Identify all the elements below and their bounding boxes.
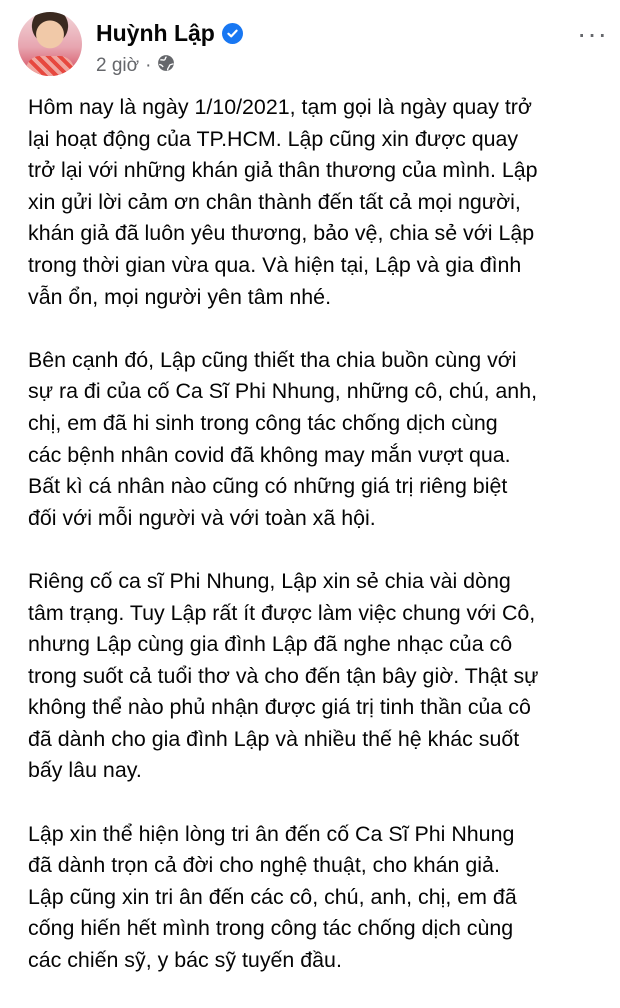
- post-timestamp[interactable]: 2 giờ: [96, 55, 140, 76]
- post-paragraph-3: Riêng cố ca sĩ Phi Nhung, Lập xin sẻ chia vài dòng tâm trạng. Tuy Lập rất ít được làm việc chung với Cô, nhưng Lập cùng gia đình Lập đã nghe nhạc của cô trong suốt cả tuổi thơ và cho đến tận bây giờ. Thật sự không thể nào phủ nhận được giá trị tinh thần của cô đã dành cho gia đình Lập và nhiều thế hệ khác suốt bấy lâu nay.: [28, 568, 539, 783]
- author-name[interactable]: Huỳnh Lập: [96, 20, 215, 46]
- post-paragraph-1: Hôm nay là ngày 1/10/2021, tạm gọi là ngày quay trở lại hoạt động của TP.HCM. Lập cũng xin được quay trở lại với những khán giả thân thương của mình. Lập xin gửi lời cảm ơn chân thành đến tất cả mọi người, khán giả đã luôn yêu thương, bảo vệ, chia sẻ với Lập trong thời gian vừa qua. Và hiện tại, Lập và gia đình vẫn ổn, mọi người yên tâm nhé.: [28, 95, 538, 309]
- globe-icon[interactable]: [157, 54, 175, 78]
- post-header: [18, 12, 620, 78]
- avatar[interactable]: [18, 12, 82, 76]
- verified-badge-icon: [222, 23, 243, 44]
- post-body: [28, 92, 608, 1008]
- author-row: [96, 20, 243, 47]
- post-meta: [96, 54, 175, 78]
- more-options-icon[interactable]: ···: [577, 18, 608, 49]
- avatar-shirt: [26, 56, 74, 76]
- post-paragraph-4: Lập xin thể hiện lòng tri ân đến cố Ca Sĩ Phi Nhung đã dành trọn cả đời cho nghệ thuật, cho khán giả. Lập cũng xin tri ân đến các cô, chú, anh, chị, em đã cống hiến hết mình trong công tác chống dịch cùng các chiến sỹ, y bác sỹ tuyến đầu.: [28, 821, 517, 973]
- meta-separator: ·: [145, 55, 152, 76]
- post-paragraph-2: Bên cạnh đó, Lập cũng thiết tha chia buồn cùng với sự ra đi của cố Ca Sĩ Phi Nhung, những cô, chú, anh, chị, em đã hi sinh trong công tác chống dịch cùng các bệnh nhân covid đã không may mắn vượt qua. Bất kì cá nhân nào cũng có những giá trị riêng biệt đối với mỗi người và với toàn xã hội.: [28, 347, 538, 530]
